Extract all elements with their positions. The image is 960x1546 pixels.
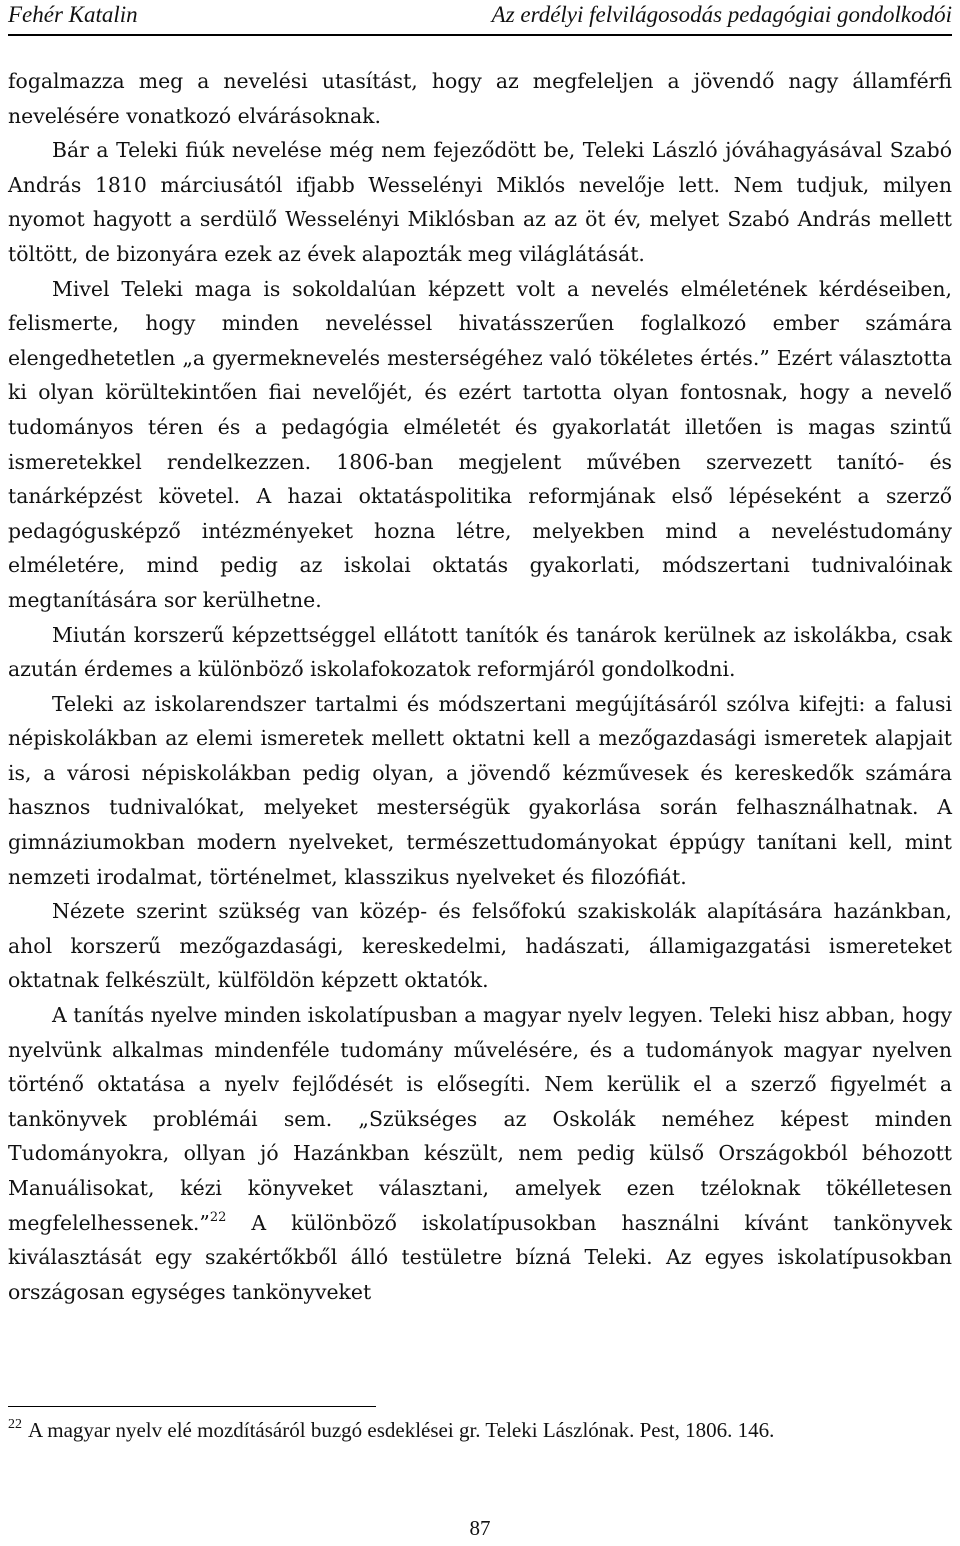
footnote-reference[interactable]: 22	[209, 1209, 227, 1225]
paragraph: Teleki az iskolarendszer tartalmi és módszertani megújításáról szólva kifejti: a falusi népiskolákban az elemi ismeretek mellett oktatni kell a mezőgazdasági ismeretek alapjait is, a városi népiskolákban pedig olyan, a jövendő kézművesek és kereskedők számára hasznos tudnivalókat, melyeket mesterségük gyakorlása során felhasználhatnak. A gimnáziumokban modern nyelveket, természettudományokat éppúgy tanítani kell, mint nemzeti irodalmat, történelmet, klasszikus nyelveket és filozófiát.	[8, 691, 952, 889]
footnote	[8, 1416, 952, 1444]
paragraph-with-footnote	[8, 998, 952, 1309]
page-number: 87	[469, 1516, 491, 1540]
paragraph: Mivel Teleki maga is sokoldalúan képzett volt a nevelés elméletének kérdéseiben, felismerte, hogy minden neveléssel hivatásszerűen foglalkozó ember számára elengedhetetlen „a gyermeknevelés mesterségéhez való tökéletes értés.” Ezért választotta ki olyan körültekintően fiai nevelőjét, és ezért tartotta olyan fontosnak, hogy a nevelő tudományos téren és a pedagógia elméletét és gyakorlatát illetően is magas szintű ismeretekkel rendelkezzen. 1806-ban megjelent művében szervezett tanító- és tanárképzést követel. A hazai oktatáspolitika reformjának első lépéseként a szerző pedagógusképző intézményeket hozna létre, melyekben mind a neveléstudomány elméletére, mind pedig az iskolai oktatás gyakorlati, módszertani tudnivalóinak megtanítására sor kerülhetne.	[8, 276, 952, 612]
paragraph-text-after-ref: A különböző iskolatípusokban használni kívánt tankönyvek kiválasztását egy szakértőkből álló testületre bízná Teleki. Az egyes iskolatípusokban országosan egységes tankönyveket	[8, 1210, 952, 1304]
header-title: Az erdélyi felvilágosodás pedagógiai gondolkodói	[491, 2, 952, 27]
body-text	[8, 64, 952, 1309]
paragraph: Miután korszerű képzettséggel ellátott tanítók és tanárok kerülnek az iskolákba, csak azután érdemes a különböző iskolafokozatok reformjáról gondolkodni.	[8, 622, 952, 682]
paragraph-text-before-ref: A tanítás nyelve minden iskolatípusban a magyar nyelv legyen. Teleki hisz abban, hogy nyelvünk alkalmas mindenféle tudomány művelésére, és a tudományok magyar nyelven történő oktatása a nyelv fejlődését is elősegíti. Nem kerülik el a szerző figyelmét a tankönyvek problémái sem. „Szükséges az Oskolák neméhez képest minden Tudományokra, ollyan jó Hazánkban készült, nem pedig külső Országokból béhozott Manuálisokat, kézi könyveket választani, amelyek ezen tzéloknak tökélletesen megfelelhessenek.”	[8, 1003, 952, 1235]
header-author: Fehér Katalin	[8, 2, 138, 27]
paragraph: Nézete szerint szükség van közép- és felsőfokú szakiskolák alapítására hazánkban, ahol korszerű mezőgazdasági, kereskedelmi, hadászati, államigazgatási ismereteket oktatnak felkészült, külföldön képzett oktatók.	[8, 899, 952, 993]
footnote-number: 22	[8, 1417, 22, 1432]
running-header	[8, 0, 952, 36]
paragraph-continued: fogalmazza meg a nevelési utasítást, hogy az megfeleljen a jövendő nagy államférfi nevelésére vonatkozó elvárásoknak.	[8, 69, 952, 128]
footnote-text: A magyar nyelv elé mozdításáról buzgó esdeklései gr. Teleki Lászlónak. Pest, 1806. 146.	[28, 1418, 775, 1442]
paragraph: Bár a Teleki fiúk nevelése még nem fejeződött be, Teleki László jóváhagyásával Szabó András 1810 márciusától ifjabb Wesselényi Miklós nevelője lett. Nem tudjuk, milyen nyomot hagyott a serdülő Wesselényi Miklósban az az öt év, melyet Szabó András mellett töltött, de bizonyára ezek az évek alapozták meg világlátását.	[8, 138, 952, 266]
footnote-separator	[8, 1406, 376, 1407]
